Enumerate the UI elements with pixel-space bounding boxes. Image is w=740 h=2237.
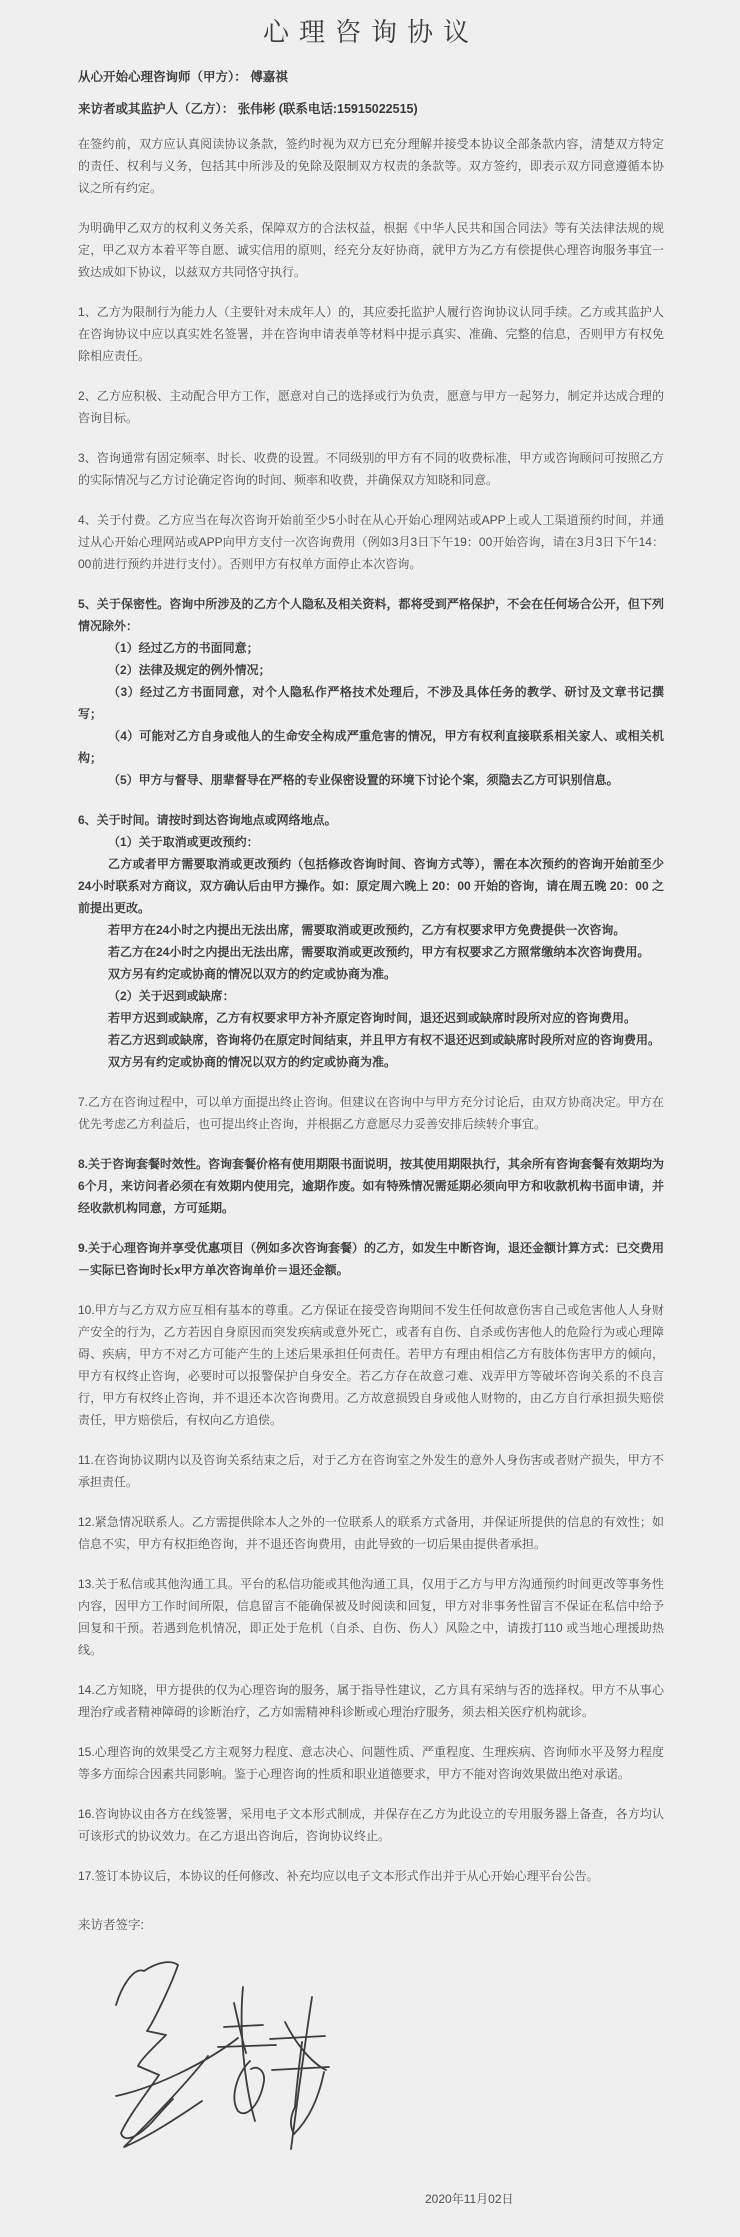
paragraph: 在签约前，双方应认真阅读协议条款，签约时视为双方已充分理解并接受本协议全部条款内容，清楚双方特定的责任、权利与义务，包括其中所涉及的免除及限制双方权责的条款等。双方签约，即表示双方同意遵循本协议之所有约定。 <box>78 137 664 195</box>
date-text: 2020年11月02日 <box>425 2192 514 2206</box>
paragraph: （4）可能对乙方自身或他人的生命安全构成严重危害的情况，甲方有权利直接联系相关家人、或相关机构； <box>78 729 664 765</box>
paragraph: 4、关于付费。乙方应当在每次咨询开始前至少5小时在从心开始心理网站或APP上或人工渠道预约时间，并通过从心开始心理网站或APP向甲方支付一次咨询费用（例如3月3日下午19：00开始咨询，请在3月3日下午14：00前进行预约并进行支付）。否则甲方有权单方面停止本次咨询。 <box>78 513 664 571</box>
signature-label: 来访者签字: <box>78 1918 144 1932</box>
paragraph: （1）经过乙方的书面同意； <box>108 641 259 655</box>
party-line-client: 来访者或其监护人（乙方）： 张伟彬 (联系电话:15915022515) <box>78 102 418 116</box>
paragraph: 5、关于保密性。咨询中所涉及的乙方个人隐私及相关资料，都将受到严格保护，不会在任何场合公开，但下列情况除外： <box>78 597 664 633</box>
paragraph: 7.乙方在咨询过程中，可以单方面提出终止咨询。但建议在咨询中与甲方充分讨论后，由双方协商决定。甲方在优先考虑乙方利益后，也可提出终止咨询，并根据乙方意愿尽力妥善安排后续转介事宜。 <box>78 1095 665 1131</box>
paragraph: 若甲方在24小时之内提出无法出席，需要取消或更改预约，乙方有权要求甲方免费提供一次咨询。 <box>108 923 626 937</box>
paragraph: （1）关于取消或更改预约： <box>108 835 259 849</box>
paragraph: 乙方或者甲方需要取消或更改预约（包括修改咨询时间、咨询方式等），需在本次预约的咨询开始前至少24小时联系对方商议，双方确认后由甲方操作。如：原定周六晚上 20：00 开始的咨询，请在周五晚 20：00 之前提出更改。 <box>78 857 664 915</box>
handwritten-signature <box>88 1943 338 2158</box>
paragraph: 2、乙方应积极、主动配合甲方工作，愿意对自己的选择或行为负责，愿意与甲方一起努力，制定并达成合理的咨询目标。 <box>78 389 664 425</box>
paragraph: 1、乙方为限制行为能力人（主要针对未成年人）的，其应委托监护人履行咨询协议认同手续。乙方或其监护人在咨询协议中应以真实姓名签署，并在咨询申请表单等材料中提示真实、准确、完整的信息，否则甲方有权免除相应责任。 <box>78 305 664 363</box>
paragraph: 10.甲方与乙方双方应互相有基本的尊重。乙方保证在接受咨询期间不发生任何故意伤害自己或危害他人人身财产安全的行为，乙方若因自身原因而突发疾病或意外死亡，或者有自伤、自杀或伤害他人的危险行为或心理障碍、疾病，甲方不对乙方可能产生的上述后果承担任何责任。若甲方有理由相信乙方有肢体伤害甲方的倾向，甲方有权终止咨询，必要时可以报警保护自身安全。若乙方存在故意刁难、戏弄甲方等破坏咨询关系的不良言行，甲方有权终止咨询，并不退还本次咨询费用。乙方故意损毁自身或他人财物的，由乙方自行承担损失赔偿责任，甲方赔偿后，有权向乙方追偿。 <box>78 1303 664 1427</box>
paragraph: 12.紧急情况联系人。乙方需提供除本人之外的一位联系人的联系方式备用，并保证所提供的信息的有效性；如信息不实，甲方有权拒绝咨询，并不退还咨询费用，由此导致的一切后果由提供者承担。 <box>78 1515 664 1551</box>
paragraph: 8.关于咨询套餐时效性。咨询套餐价格有使用期限书面说明，按其使用期限执行，其余所有咨询套餐有效期均为6个月，来访问者必须在有效期内使用完，逾期作废。如有特殊情况需延期必须向甲方和收款机构书面申请，并经收款机构同意，方可延期。 <box>78 1157 665 1215</box>
agreement-body <box>78 133 664 1887</box>
paragraph: 若甲方迟到或缺席，乙方有权要求甲方补齐原定咨询时间，退还迟到或缺席时段所对应的咨询费用。 <box>108 1011 637 1025</box>
paragraph: （2）法律及规定的例外情况； <box>108 663 271 677</box>
paragraph: 6、关于时间。请按时到达咨询地点或网络地点。 <box>78 813 337 827</box>
signature-area <box>88 1943 664 2158</box>
paragraph: 双方另有约定或协商的情况以双方的约定或协商为准。 <box>108 967 397 981</box>
paragraph: 16.咨询协议由各方在线签署，采用电子文本形式制成，并保存在乙方为此设立的专用服务器上备查，各方均认可该形式的协议效力。在乙方退出咨询后，咨询协议终止。 <box>78 1807 664 1843</box>
paragraph: 双方另有约定或协商的情况以双方的约定或协商为准。 <box>108 1055 397 1069</box>
paragraph: 3、咨询通常有固定频率、时长、收费的设置。不同级别的甲方有不同的收费标准，甲方或咨询顾问可按照乙方的实际情况与乙方讨论确定咨询的时间、频率和收费，并确保双方知晓和同意。 <box>78 451 664 487</box>
paragraph: 9.关于心理咨询并享受优惠项目（例如多次咨询套餐）的乙方，如发生中断咨询，退还金额计算方式：已交费用－实际已咨询时长x甲方单次咨询单价＝退还金额。 <box>78 1241 665 1277</box>
paragraph: 若乙方在24小时之内提出无法出席，需要取消或更改预约，甲方有权要求乙方照常缴纳本次咨询费用。 <box>108 945 650 959</box>
page-title: 心理咨询协议 <box>262 17 479 47</box>
paragraph: 若乙方迟到或缺席，咨询将仍在原定时间结束，并且甲方有权不退还迟到或缺席时段所对应的咨询费用。 <box>108 1033 661 1047</box>
paragraph: （3）经过乙方书面同意，对个人隐私作严格技术处理后，不涉及具体任务的教学、研讨及文章书记撰写； <box>78 685 664 721</box>
paragraph: （2）关于迟到或缺席： <box>108 989 235 1003</box>
paragraph: 17.签订本协议后，本协议的任何修改、补充均应以电子文本形式作出并于从心开始心理平台公告。 <box>78 1869 599 1883</box>
paragraph: 11.在咨询协议期内以及咨询关系结束之后，对于乙方在咨询室之外发生的意外人身伤害或者财产损失，甲方不承担责任。 <box>78 1453 664 1489</box>
paragraph: 15.心理咨询的效果受乙方主观努力程度、意志决心、问题性质、严重程度、生理疾病、咨询师水平及努力程度等多方面综合因素共同影响。鉴于心理咨询的性质和职业道德要求，甲方不能对咨询效果做出绝对承诺。 <box>78 1745 664 1781</box>
paragraph: （5）甲方与督导、朋辈督导在严格的专业保密设置的环境下讨论个案，须隐去乙方可识别信息。 <box>108 773 619 787</box>
paragraph: 14.乙方知晓，甲方提供的仅为心理咨询的服务，属于指导性建议，乙方具有采纳与否的选择权。甲方不从事心理治疗或者精神障碍的诊断治疗，乙方如需精神科诊断或心理治疗服务，须去相关医疗机构就诊。 <box>78 1683 664 1719</box>
paragraph: 13.关于私信或其他沟通工具。平台的私信功能或其他沟通工具，仅用于乙方与甲方沟通预约时间更改等事务性内容，因甲方工作时间所限，信息留言不能确保被及时阅读和回复，甲方对非事务性留言不保证在私信中给予回复和干预。若遇到危机情况，即正处于危机（自杀、自伤、伤人）风险之中，请拨打110 或当地心理援助热线。 <box>78 1577 664 1657</box>
party-line-counselor: 从心开始心理咨询师（甲方）： 傅嘉祺 <box>78 70 288 84</box>
paragraph: 为明确甲乙双方的权利义务关系，保障双方的合法权益，根据《中华人民共和国合同法》等有关法律法规的规定，甲乙双方本着平等自愿、诚实信用的原则，经充分友好协商，就甲方为乙方有偿提供心理咨询服务事宜一致达成如下协议，以兹双方共同恪守执行。 <box>78 221 664 279</box>
